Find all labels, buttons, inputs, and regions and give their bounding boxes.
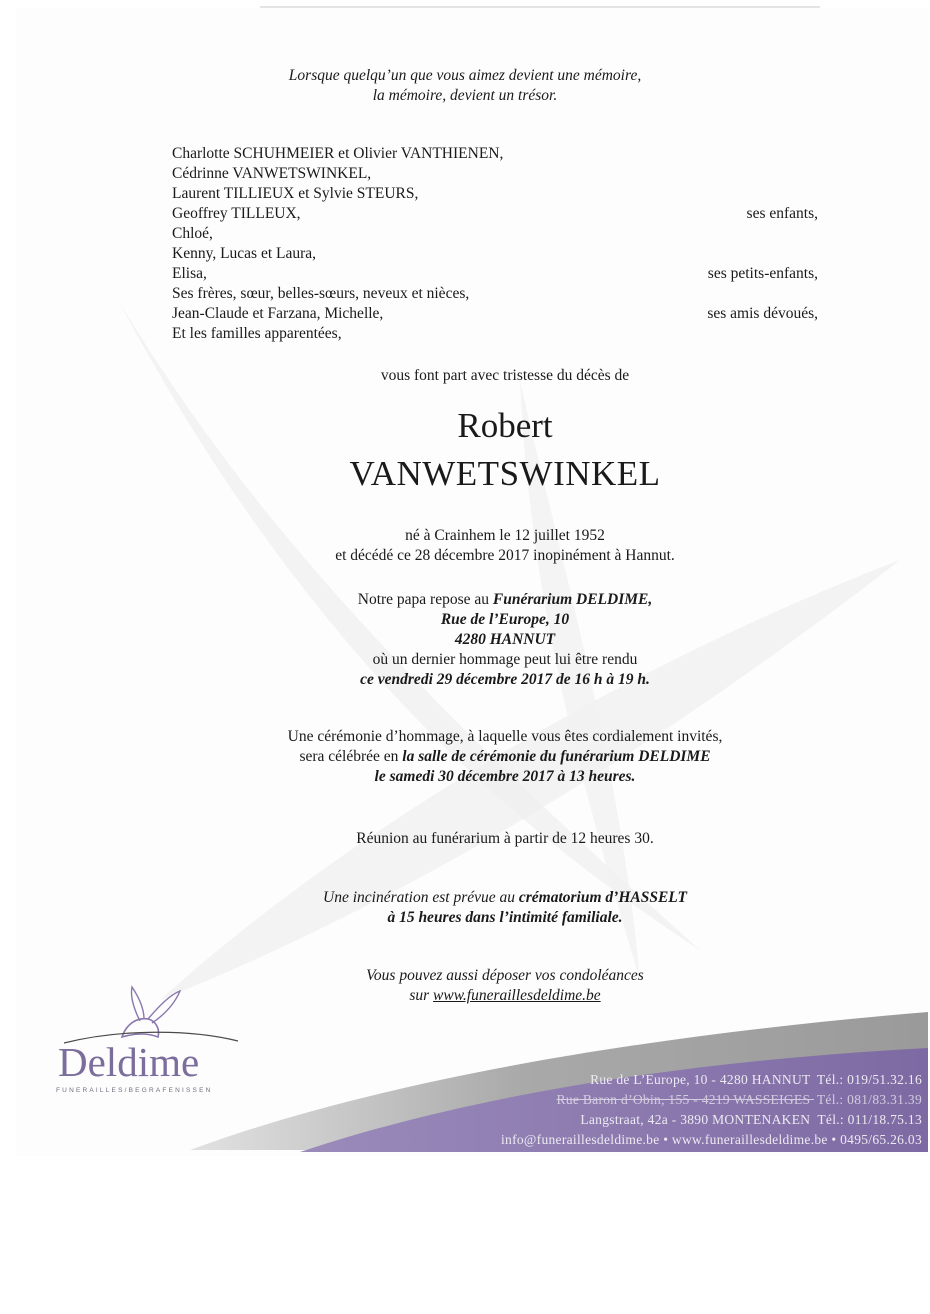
deceased-first-name: Robert — [457, 406, 553, 445]
visitation-city: 4280 HANNUT — [454, 631, 556, 648]
visitation-intro-text: Notre papa repose au — [357, 591, 493, 608]
relation-children: ses enfants, — [746, 205, 818, 222]
birth-line: né à Crainhem le 12 juillet 1952 — [405, 527, 605, 544]
dove-logo-icon — [60, 985, 240, 1045]
logo-wordmark: Deldime — [58, 1039, 200, 1085]
visitation-when: ce vendredi 29 décembre 2017 de 16 h à 19 h. — [360, 671, 650, 688]
visitation-street: Rue de l’Europe, 10 — [440, 611, 570, 628]
condolences-link[interactable]: www.funeraillesdeldime.be — [433, 987, 601, 1004]
epigraph-line-2: la mémoire, devient un trésor. — [372, 87, 558, 104]
cremation-line-2: à 15 heures dans l’intimité familiale. — [387, 909, 623, 926]
family-name: Geoffrey TILLEUX, — [172, 205, 301, 222]
ceremony-when: le samedi 30 décembre 2017 à 13 heures. — [374, 768, 636, 785]
relation-grandchildren: ses petits-enfants, — [707, 265, 818, 282]
cremation-line-1-prefix: Une incinération est prévue au — [323, 889, 519, 906]
footer-contact: info@funeraillesdeldime.be • www.funeraillesdeldime.be • 0495/65.26.03 — [500, 1132, 922, 1147]
deceased-last-name: VANWETSWINKEL — [349, 454, 661, 493]
logo-tagline: FUNERAILLES/BEGRAFENISSEN — [56, 1087, 213, 1094]
ceremony-place: la salle de cérémonie du funérarium DELDIME — [402, 748, 711, 765]
family-name: Cédrinne VANWETSWINKEL, — [172, 165, 372, 182]
family-name: Charlotte SCHUHMEIER et Olivier VANTHIENEN, — [172, 145, 504, 162]
ceremony-line-2-prefix: sera célébrée en — [299, 748, 403, 765]
family-name: Jean-Claude et Farzana, Michelle, — [172, 305, 384, 322]
crematorium: crématorium d’HASSELT — [518, 889, 687, 906]
family-name: Kenny, Lucas et Laura, — [172, 245, 317, 262]
phone-text: Tél.: 081/83.31.39 — [816, 1092, 922, 1107]
family-name: Elisa, — [172, 265, 207, 282]
family-name: Laurent TILLIEUX et Sylvie STEURS, — [172, 185, 419, 202]
address-text: Rue de L’Europe, 10 - 4280 HANNUT — [590, 1072, 811, 1087]
phone-text: Tél.: 011/18.75.13 — [817, 1112, 922, 1127]
announcement: vous font part avec tristesse du décès de — [380, 367, 630, 384]
phone-text: Tél.: 019/51.32.16 — [816, 1072, 922, 1087]
visitation-hommage: où un dernier hommage peut lui être rendu — [372, 651, 638, 668]
death-line: et décédé ce 28 décembre 2017 inopinément à Hannut. — [335, 547, 675, 564]
family-name: Ses frères, sœur, belles-sœurs, neveux et nièces, — [172, 285, 470, 302]
address-text: Rue Baron d’Obin, 155 - 4219 WASSEIGES — [556, 1092, 811, 1107]
reunion-line: Réunion au funérarium à partir de 12 heures 30. — [356, 830, 654, 847]
family-name: Et les familles apparentées, — [172, 325, 342, 342]
address-hannut — [590, 1070, 922, 1090]
visitation-venue: Funérarium DELDIME, — [492, 591, 653, 608]
relation-friends: ses amis dévoués, — [707, 305, 818, 322]
ceremony-line-1: Une cérémonie d’hommage, à laquelle vous êtes cordialement invités, — [287, 728, 723, 745]
family-name: Chloé, — [172, 225, 213, 242]
address-montenaken — [580, 1110, 922, 1130]
address-text: Langstraat, 42a - 3890 MONTENAKEN — [580, 1112, 811, 1127]
condolences-line-1: Vous pouvez aussi déposer vos condoléances — [366, 967, 644, 984]
condolences-prefix: sur — [409, 987, 434, 1004]
epigraph-line-1: Lorsque quelqu’un que vous aimez devient une mémoire, — [288, 67, 642, 84]
address-wasseiges — [557, 1090, 922, 1110]
